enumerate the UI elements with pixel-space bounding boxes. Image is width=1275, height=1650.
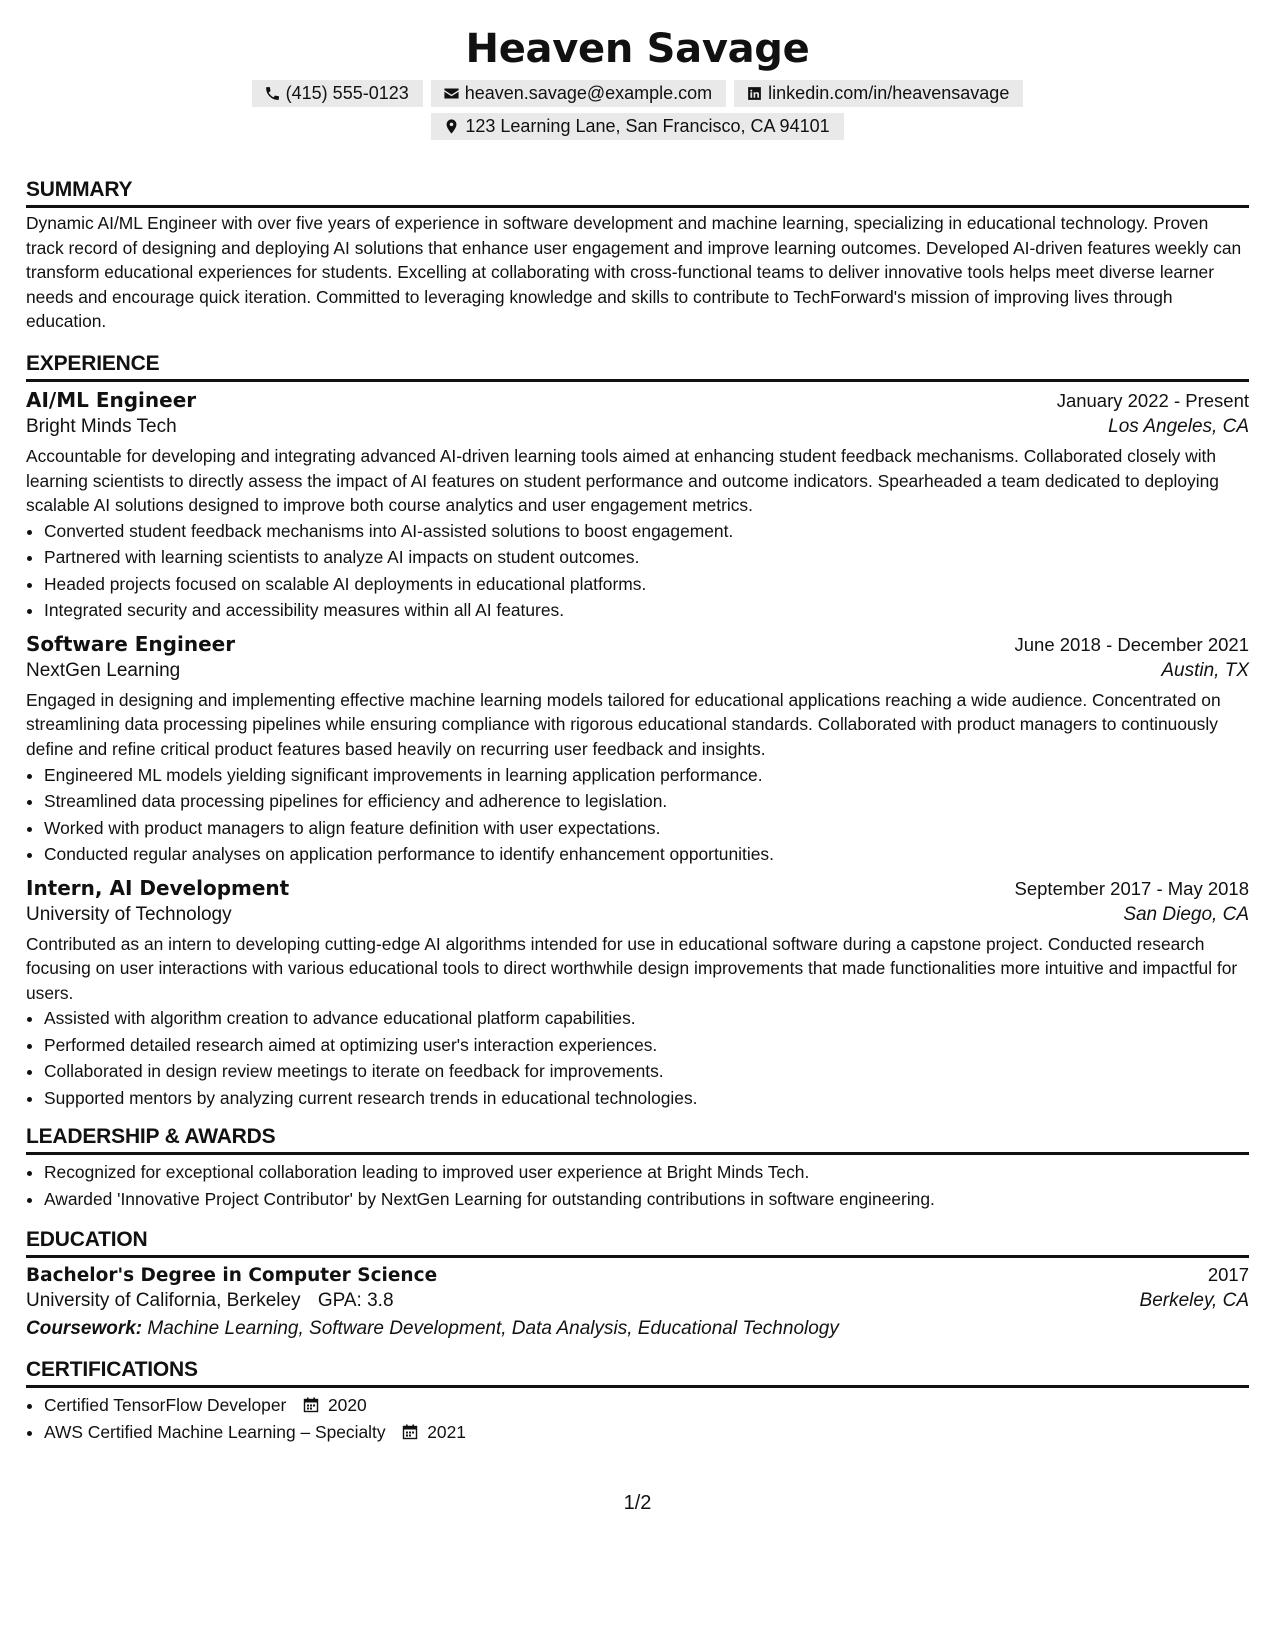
contact-row-1 — [26, 80, 1249, 107]
list-item: • Integrated security and accessibility measures within all AI features. — [44, 597, 1249, 624]
education-subheader — [26, 1290, 1249, 1312]
address-text: 123 Learning Lane, San Francisco, CA 94101 — [465, 116, 830, 136]
phone-chip[interactable] — [252, 80, 423, 107]
envelope-icon — [443, 85, 460, 102]
job-date: June 2018 - December 2021 — [1014, 633, 1249, 655]
job-title: AI/ML Engineer — [26, 387, 197, 412]
email-chip[interactable] — [431, 80, 726, 107]
education-section — [26, 1228, 1249, 1340]
contact-row-2 — [26, 113, 1249, 140]
job-subheader — [26, 660, 1249, 682]
phone-text: (415) 555-0123 — [285, 83, 409, 103]
job-location: San Diego, CA — [1123, 903, 1249, 925]
phone-icon — [264, 85, 281, 102]
job-header — [26, 876, 1249, 900]
map-pin-icon — [443, 118, 460, 135]
gpa: GPA: 3.8 — [317, 1290, 394, 1312]
graduation-year: 2017 — [1207, 1264, 1249, 1286]
coursework-line — [26, 1318, 1249, 1340]
experience-heading: EXPERIENCE — [26, 352, 1249, 382]
job-bullets — [26, 1005, 1249, 1111]
list-item: • Engineered ML models yielding significant improvements in learning application performance. — [44, 762, 1249, 789]
list-item — [44, 1392, 1249, 1419]
list-item: • Converted student feedback mechanisms into AI-assisted solutions to boost engagement. — [44, 518, 1249, 545]
job-entry — [26, 876, 1249, 1112]
certification-name: Certified TensorFlow Developer — [44, 1395, 287, 1416]
coursework-text: Machine Learning, Software Development, Data Analysis, Educational Technology — [147, 1318, 839, 1340]
linkedin-text: linkedin.com/in/heavensavage — [768, 83, 1010, 103]
job-company: NextGen Learning — [26, 659, 181, 681]
list-item: • Assisted with algorithm creation to advance educational platform capabilities. — [44, 1005, 1249, 1032]
summary-heading: SUMMARY — [26, 178, 1249, 208]
list-item: • Conducted regular analyses on application performance to identify enhancement opportunities. — [44, 841, 1249, 868]
list-item: • Streamlined data processing pipelines for efficiency and adherence to legislation. — [44, 788, 1249, 815]
job-entry — [26, 632, 1249, 868]
school-line — [26, 1290, 394, 1312]
job-date: September 2017 - May 2018 — [1014, 877, 1249, 899]
job-subheader — [26, 416, 1249, 438]
list-item: • Performed detailed research aimed at optimizing user's interaction experiences. — [44, 1032, 1249, 1059]
calendar-icon — [303, 1397, 319, 1413]
linkedin-chip[interactable] — [734, 80, 1023, 107]
job-company: Bright Minds Tech — [26, 415, 177, 437]
leadership-section — [26, 1125, 1249, 1212]
leadership-list — [26, 1159, 1249, 1212]
job-bullets — [26, 518, 1249, 624]
experience-section — [26, 352, 1249, 1111]
list-item: • Worked with product managers to align feature definition with user expectations. — [44, 815, 1249, 842]
leadership-heading: LEADERSHIP & AWARDS — [26, 1125, 1249, 1155]
certifications-heading: CERTIFICATIONS — [26, 1358, 1249, 1388]
coursework-label: Coursework: — [26, 1318, 143, 1340]
calendar-icon — [402, 1424, 418, 1440]
certifications-section — [26, 1358, 1249, 1445]
certifications-list — [26, 1392, 1249, 1445]
school-location: Berkeley, CA — [1139, 1290, 1249, 1312]
job-location: Austin, TX — [1161, 659, 1249, 681]
list-item — [44, 1419, 1249, 1446]
list-item: • Awarded 'Innovative Project Contributor' by NextGen Learning for outstanding contributions in software engineering. — [44, 1186, 1249, 1213]
job-bullets — [26, 762, 1249, 868]
summary-section — [26, 178, 1249, 334]
candidate-name: Heaven Savage — [465, 26, 810, 72]
summary-text: Dynamic AI/ML Engineer with over five years of experience in software development and machine learning, specializing in educational technology. Proven track record of designing and deploying AI solutions that enhance user engagement and improve learning outcomes. Developed AI-driven features weekly can transform educational experiences for students. Excelling at collaborating with cross-functional teams to deliver innovative tools helps meet diverse learner needs and encourage quick iteration. Committed to leveraging knowledge and skills to contribute to TechForward's mission of improving lives through education. — [26, 213, 1242, 332]
linkedin-icon — [746, 85, 763, 102]
job-date: January 2022 - Present — [1056, 389, 1249, 411]
job-description: Engaged in designing and implementing effective machine learning models tailored for educational applications reaching a wide audience. Concentrated on streamlining data processing pipelines while ensuring compliance with rigorous educational standards. Collaborated with product managers to continuously define and refine critical product features based heavily on recurring user feedback and insights. — [26, 689, 1221, 759]
list-item: • Partnered with learning scientists to analyze AI impacts on student outcomes. — [44, 544, 1249, 571]
certification-year: 2020 — [327, 1395, 367, 1416]
job-title: Software Engineer — [26, 631, 236, 656]
page-number: 1/2 — [623, 1492, 652, 1514]
job-description: Accountable for developing and integrating advanced AI-driven learning tools aimed at enhancing student feedback mechanisms. Collaborated closely with learning scientists to directly assess the impact of AI features on student performance and outcome indicators. Spearheaded a team dedicated to deploying scalable AI solutions designed to improve both course analytics and user engagement metrics. — [26, 445, 1219, 516]
resume-page — [26, 0, 1249, 1445]
job-location: Los Angeles, CA — [1108, 415, 1249, 437]
job-header — [26, 632, 1249, 656]
school-name: University of California, Berkeley — [26, 1290, 301, 1312]
job-header — [26, 388, 1249, 412]
list-item: • Supported mentors by analyzing current research trends in educational technologies. — [44, 1085, 1249, 1112]
certification-year: 2021 — [427, 1421, 466, 1442]
job-subheader — [26, 904, 1249, 926]
job-entry — [26, 388, 1249, 624]
list-item: • Recognized for exceptional collaboration leading to improved user experience at Bright Minds Tech. — [44, 1159, 1249, 1186]
email-text: heaven.savage@example.com — [464, 83, 713, 103]
education-heading: EDUCATION — [26, 1228, 1249, 1258]
list-item: • Headed projects focused on scalable AI deployments in educational platforms. — [44, 571, 1249, 598]
job-description: Contributed as an intern to developing cutting-edge AI algorithms intended for use in educational software during a capstone project. Conducted research focusing on user interactions with various educational tools to direct worthwhile design improvements that made functionalities more intuitive and impactful for users. — [26, 933, 1238, 1003]
certification-name: AWS Certified Machine Learning – Specialty — [44, 1421, 386, 1442]
education-header — [26, 1264, 1249, 1286]
job-title: Intern, AI Development — [26, 875, 290, 900]
address-chip[interactable] — [431, 113, 843, 140]
job-company: University of Technology — [26, 903, 232, 925]
list-item: • Collaborated in design review meetings to iterate on feedback for improvements. — [44, 1058, 1249, 1085]
degree-title: Bachelor's Degree in Computer Science — [26, 1265, 438, 1287]
